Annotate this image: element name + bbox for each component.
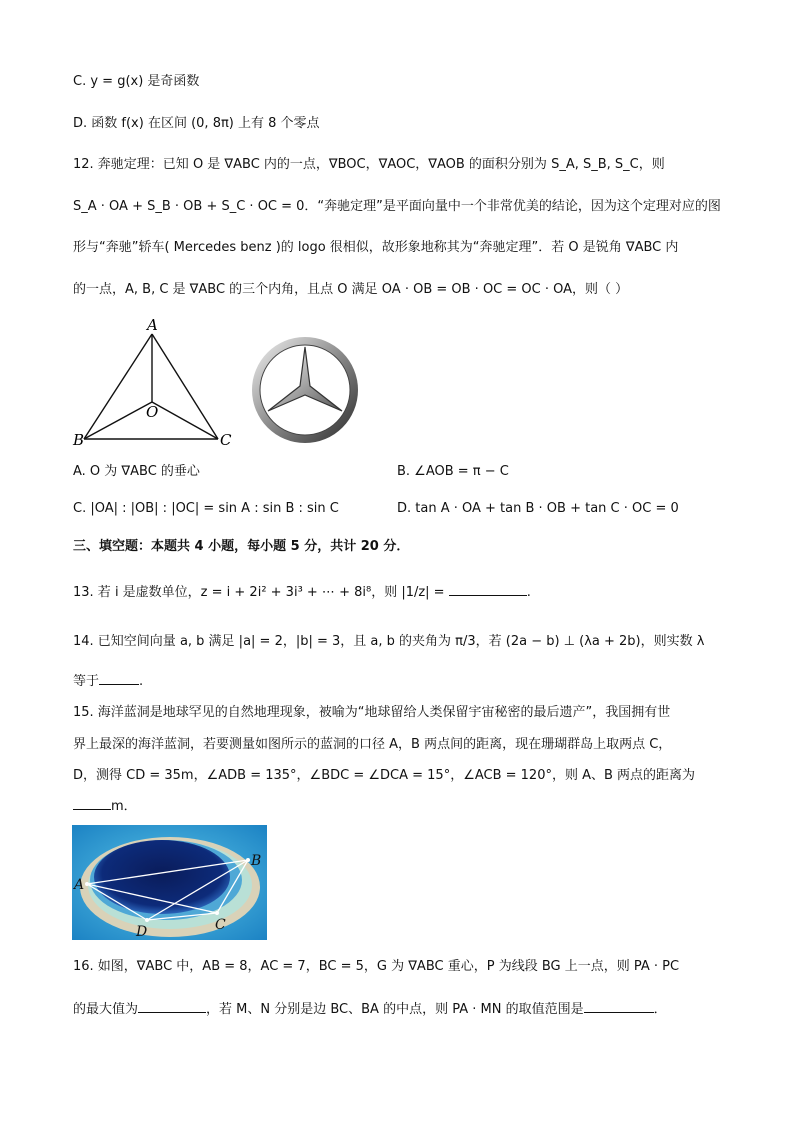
q13-text: 13. 若 i 是虚数单位，z = i + 2i² + 3i³ + ⋯ + 8i⁸，则 |1/z| = — [73, 585, 445, 600]
q13-answer-blank[interactable] — [449, 581, 527, 596]
triangle-label-a: A — [147, 316, 158, 334]
q15-line1: 15. 海洋蓝洞是地球罕见的自然地理现象，被喻为“地球留给人类保留宇宙秘密的最后遗产”，我国拥有世 — [73, 705, 671, 720]
option-d-prev: D. 函数 f(x) 在区间 (0, 8π) 上有 8 个零点 — [73, 116, 320, 131]
q12-line3: 形与“奔驰”轿车( Mercedes benz )的 logo 很相似，故形象地称其为“奔驰定理”．若 O 是锐角 ∇ABC 内 — [73, 240, 679, 255]
q14-answer-blank[interactable] — [99, 670, 139, 685]
q16-line2 — [73, 998, 667, 1020]
bluehole-label-a: A — [74, 877, 85, 893]
q13-end: . — [526, 585, 531, 600]
q16-line1: 16. 如图，∇ABC 中，AB = 8，AC = 7，BC = 5，G 为 ∇ABC 重心，P 为线段 BG 上一点，则 PA · PC — [73, 959, 680, 974]
section-3-heading: 三、填空题：本题共 4 小题，每小题 5 分，共计 20 分． — [73, 539, 410, 554]
q16-text2: ，若 M、N 分别是边 BC、BA 的中点，则 PA · MN 的取值范围是 — [206, 1002, 584, 1017]
q15-line3: D，测得 CD = 35m，∠ADB = 135°，∠BDC = ∠DCA = 15°，∠ACB = 120°，则 A、B 两点的距离为 — [73, 768, 696, 783]
option-c-prev: C. y = g(x) 是奇函数 — [73, 74, 200, 89]
mercedes-logo-image — [249, 334, 361, 446]
q16-answer-blank-1[interactable] — [138, 998, 206, 1013]
q16-end: ． — [653, 1002, 667, 1017]
q14-line1: 14. 已知空间向量 a, b 满足 |a| = 2，|b| = 3，且 a, b 的夹角为 π/3，若 (2a − b) ⊥ (λa + 2b)，则实数 λ — [73, 634, 705, 649]
q12-line1: 12. 奔驰定理：已知 O 是 ∇ABC 内的一点，∇BOC，∇AOC，∇AOB 的面积分别为 S_A, S_B, S_C，则 — [73, 157, 665, 172]
q12-option-a: A. O 为 ∇ABC 的垂心 — [73, 464, 200, 479]
q14-line2 — [73, 670, 143, 692]
q16-text1: 的最大值为 — [73, 1002, 139, 1017]
q14-end: . — [139, 674, 144, 689]
bluehole-label-b: B — [251, 853, 262, 869]
q15-unit: m． — [111, 799, 137, 814]
blue-hole-image — [72, 825, 267, 940]
bluehole-label-d: D — [136, 924, 148, 940]
q15-line2: 界上最深的海洋蓝洞，若要测量如图所示的蓝洞的口径 A，B 两点间的距离，现在珊瑚群岛上取两点 C， — [73, 737, 672, 752]
q15-answer-blank[interactable] — [73, 795, 111, 810]
q13 — [73, 581, 531, 603]
q12-option-b: B. ∠AOB = π − C — [397, 464, 509, 479]
bluehole-label-c: C — [215, 917, 226, 933]
q12-line2: S_A · OA + S_B · OB + S_C · OC = 0．“奔驰定理”是平面向量中一个非常优美的结论，因为这个定理对应的图 — [73, 199, 721, 214]
q12-option-d: D. tan A · OA + tan B · OB + tan C · OC = 0 — [397, 501, 679, 516]
triangle-label-o: O — [146, 403, 159, 421]
q14-text: 等于 — [73, 674, 100, 689]
q12-line4: 的一点，A, B, C 是 ∇ABC 的三个内角，且点 O 满足 OA · OB = OB · OC = OC · OA，则（ ） — [73, 282, 629, 297]
q15-line4 — [73, 795, 137, 817]
q16-answer-blank-2[interactable] — [584, 998, 654, 1013]
q12-option-c: C. |OA| : |OB| : |OC| = sin A : sin B : sin C — [73, 501, 339, 516]
triangle-label-b: B — [73, 431, 85, 449]
triangle-figure — [72, 314, 242, 454]
triangle-label-c: C — [220, 431, 232, 449]
